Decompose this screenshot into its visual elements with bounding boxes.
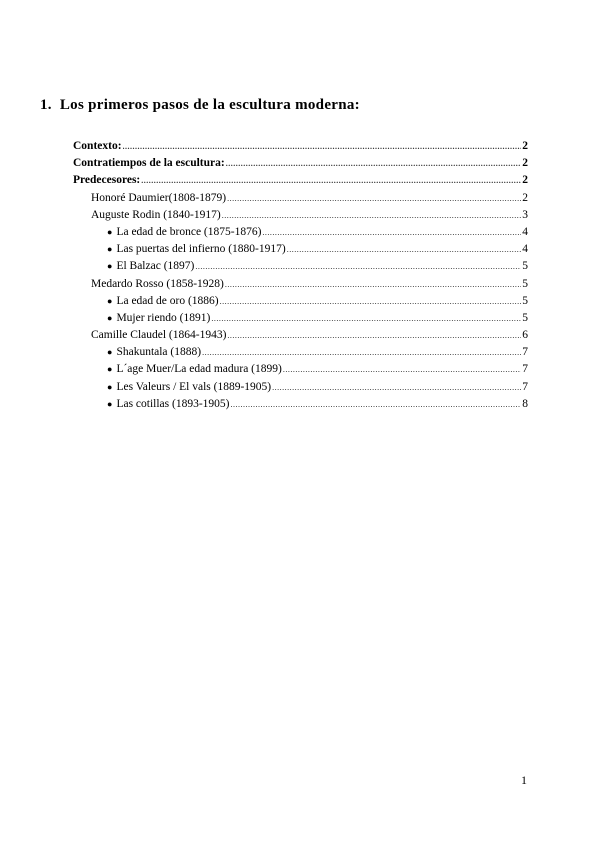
section-number: 1. bbox=[40, 97, 52, 113]
toc-entry-edad-madura[interactable] bbox=[73, 361, 528, 378]
toc-entry-title: Honoré Daumier(1808-1879) bbox=[91, 191, 227, 204]
dot-leader bbox=[227, 327, 521, 344]
toc-entry-title: Las puertas del infierno (1880-1917) bbox=[116, 243, 286, 256]
toc-entry-page: 7 bbox=[522, 363, 528, 376]
toc-entry-claudel[interactable] bbox=[73, 327, 528, 344]
section-heading bbox=[40, 97, 360, 114]
toc-entry-title: Camille Claudel (1864-1943) bbox=[91, 329, 227, 342]
toc-entry-title: La edad de oro (1886) bbox=[116, 294, 219, 307]
toc-entry-page: 2 bbox=[522, 174, 528, 187]
toc-entry-page: 6 bbox=[522, 329, 528, 342]
page-number: 1 bbox=[521, 773, 527, 787]
toc-entry-title: Contratiempos de la escultura: bbox=[73, 157, 225, 170]
toc-entry-page: 5 bbox=[522, 277, 528, 290]
dot-leader bbox=[272, 379, 521, 396]
toc-entry-rodin[interactable] bbox=[73, 207, 528, 224]
toc-entry-shakuntala[interactable] bbox=[73, 344, 528, 361]
bullet-icon: ● bbox=[107, 364, 113, 375]
toc-entry-page: 7 bbox=[522, 346, 528, 359]
bullet-icon: ● bbox=[107, 261, 113, 272]
bullet-icon: ● bbox=[107, 295, 113, 306]
dot-leader bbox=[211, 310, 521, 327]
toc-entry-rosso[interactable] bbox=[73, 276, 528, 293]
section-title: Los primeros pasos de la escultura moderna: bbox=[59, 97, 360, 113]
toc-entry-title: Mujer riendo (1891) bbox=[116, 311, 211, 324]
dot-leader bbox=[220, 293, 521, 310]
toc-entry-predecesores[interactable] bbox=[73, 172, 528, 189]
toc-entry-page: 5 bbox=[522, 260, 528, 273]
toc-entry-edad-de-oro[interactable] bbox=[73, 293, 528, 310]
toc-entry-page: 7 bbox=[522, 380, 528, 393]
toc-entry-edad-de-bronce[interactable] bbox=[73, 224, 528, 241]
bullet-icon: ● bbox=[107, 381, 113, 392]
bullet-icon: ● bbox=[107, 244, 113, 255]
toc-entry-title: Shakuntala (1888) bbox=[116, 346, 202, 359]
toc-entry-title: La edad de bronce (1875-1876) bbox=[116, 225, 262, 238]
toc-entry-page: 4 bbox=[522, 243, 528, 256]
dot-leader bbox=[195, 258, 521, 275]
dot-leader bbox=[262, 224, 521, 241]
toc-entry-page: 4 bbox=[522, 225, 528, 238]
dot-leader bbox=[222, 207, 521, 224]
toc-entry-page: 8 bbox=[522, 397, 528, 410]
bullet-icon: ● bbox=[107, 226, 113, 237]
table-of-contents bbox=[73, 138, 528, 413]
toc-entry-title: Predecesores: bbox=[73, 174, 141, 187]
dot-leader bbox=[227, 190, 521, 207]
toc-entry-title: Contexto: bbox=[73, 140, 122, 152]
dot-leader bbox=[202, 344, 521, 361]
bullet-icon: ● bbox=[107, 398, 113, 409]
bullet-icon: ● bbox=[107, 312, 113, 323]
toc-entry-contexto[interactable] bbox=[73, 138, 528, 155]
toc-entry-daumier[interactable] bbox=[73, 190, 528, 207]
toc-entry-el-vals[interactable] bbox=[73, 379, 528, 396]
toc-entry-page: 2 bbox=[522, 191, 528, 204]
toc-entry-title: L´age Muer/La edad madura (1899) bbox=[116, 363, 282, 376]
bullet-icon: ● bbox=[107, 347, 113, 358]
dot-leader bbox=[225, 276, 521, 293]
toc-entry-title: El Balzac (1897) bbox=[116, 260, 195, 273]
toc-entry-page: 3 bbox=[522, 208, 528, 221]
toc-entry-title: Las cotillas (1893-1905) bbox=[116, 397, 230, 410]
toc-entry-page: 2 bbox=[522, 140, 528, 152]
toc-entry-puertas-infierno[interactable] bbox=[73, 241, 528, 258]
toc-entry-contratiempos[interactable] bbox=[73, 155, 528, 172]
toc-entry-title: Medardo Rosso (1858-1928) bbox=[91, 277, 224, 290]
dot-leader bbox=[123, 138, 521, 155]
dot-leader bbox=[231, 396, 522, 413]
dot-leader bbox=[141, 172, 521, 189]
dot-leader bbox=[283, 361, 521, 378]
dot-leader bbox=[287, 241, 521, 258]
toc-entry-title: Les Valeurs / El vals (1889-1905) bbox=[116, 380, 272, 393]
toc-entry-title: Auguste Rodin (1840-1917) bbox=[91, 208, 221, 221]
toc-entry-mujer-riendo[interactable] bbox=[73, 310, 528, 327]
toc-entry-page: 2 bbox=[522, 157, 528, 170]
toc-entry-las-cotillas[interactable] bbox=[73, 396, 528, 413]
toc-entry-balzac[interactable] bbox=[73, 258, 528, 275]
dot-leader bbox=[226, 155, 521, 172]
toc-entry-page: 5 bbox=[522, 311, 528, 324]
toc-entry-page: 5 bbox=[522, 294, 528, 307]
